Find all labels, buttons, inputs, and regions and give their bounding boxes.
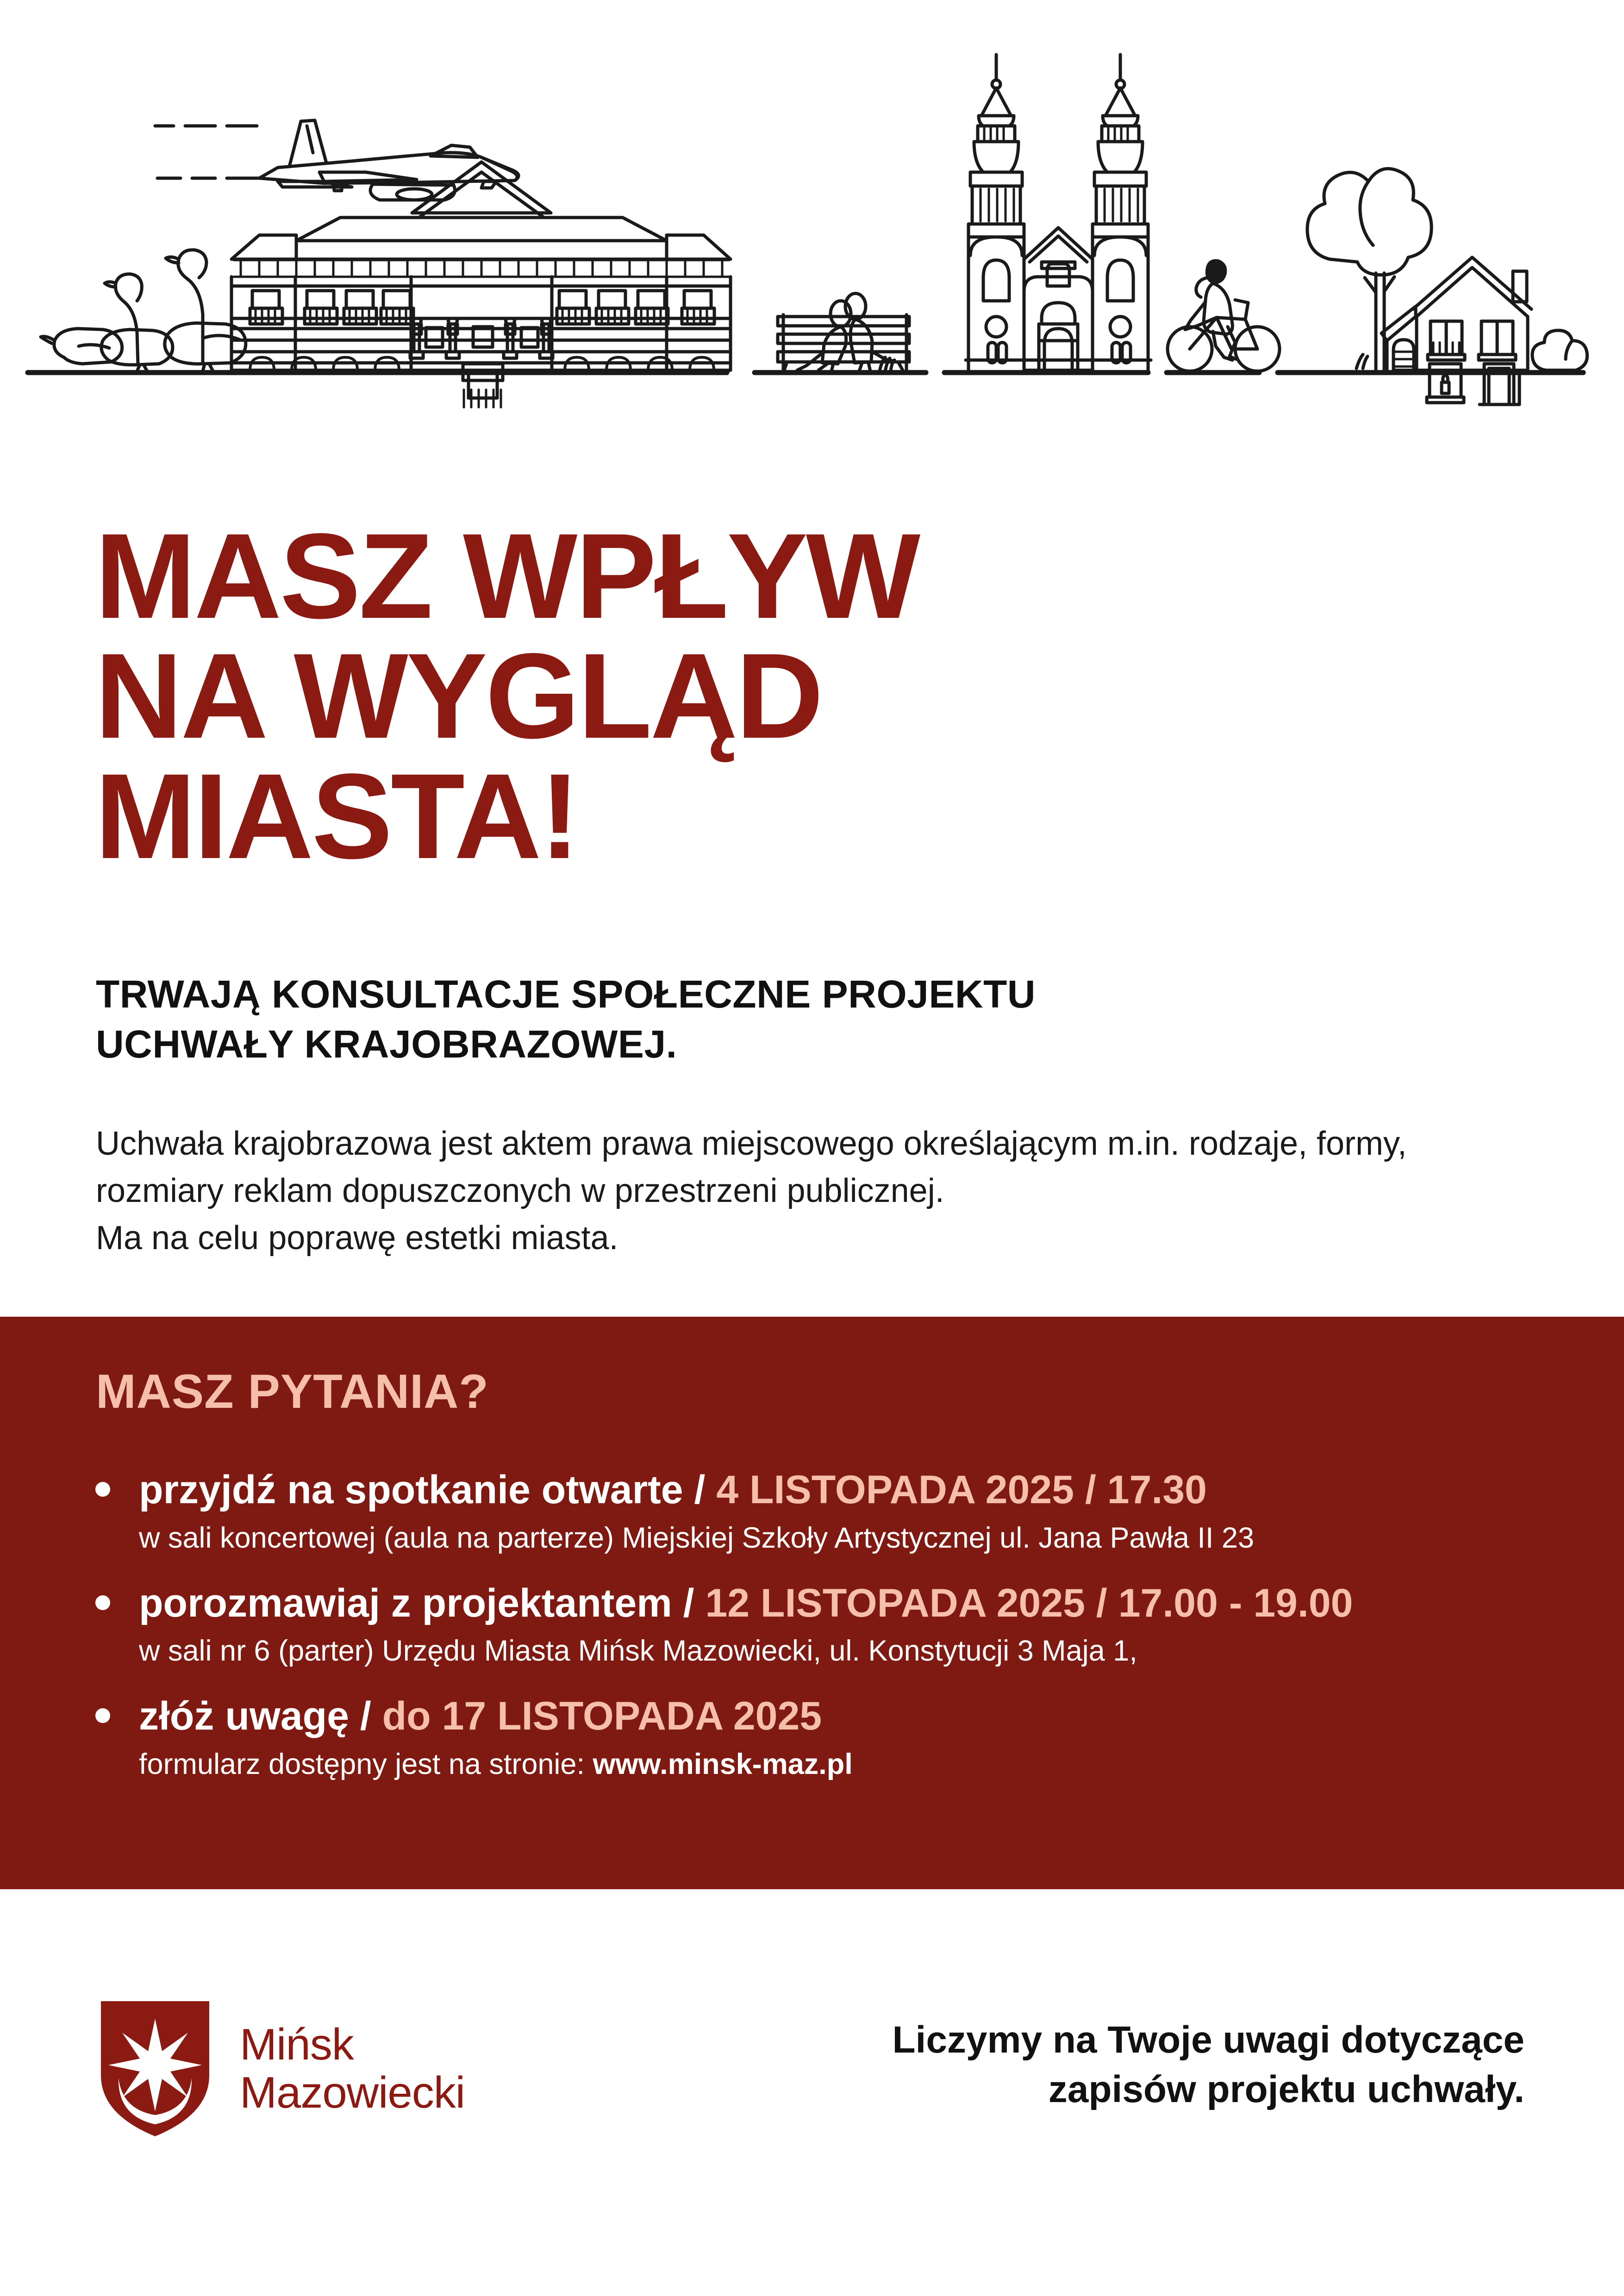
bullet-dot-icon	[95, 1482, 110, 1497]
event-separator-2: /	[1074, 1468, 1107, 1512]
event-action: złóż uwagę	[139, 1694, 349, 1738]
swans-icon	[41, 250, 246, 371]
city-logo-line-1: Mińsk	[240, 2020, 354, 2070]
event-time: 17.30	[1107, 1468, 1207, 1512]
headline-line-2: NA WYGLĄD	[95, 628, 822, 764]
city-logo-line-2: Mazowiecki	[240, 2068, 465, 2117]
event-detail: w sali nr 6 (parter) Urzędu Miasta Mińsk Mazowiecki, ul. Konstytucji 3 Maja 1,	[139, 1635, 1137, 1668]
event-headline	[139, 1467, 1546, 1513]
headline-line-3: MIASTA!	[95, 748, 579, 884]
event-time: 17.00 - 19.00	[1118, 1580, 1353, 1625]
list-item	[88, 1693, 1546, 1783]
page-title	[95, 508, 1391, 884]
lead-line-3: Ma na celu poprawę estetki miasta.	[96, 1220, 618, 1257]
headline-line-1: MASZ WPŁYW	[95, 508, 919, 644]
closing-message	[892, 2016, 1524, 2114]
event-headline	[139, 1693, 1546, 1740]
event-separator-1: /	[683, 1468, 717, 1512]
footer	[0, 1972, 1624, 2231]
event-action: porozmawiaj z projektantem	[139, 1580, 672, 1625]
closing-line-2: zapisów projektu uchwały.	[1048, 2068, 1524, 2110]
palace-building-icon	[231, 162, 731, 407]
event-separator-1: /	[349, 1694, 382, 1738]
house-icon	[1381, 257, 1587, 404]
event-headline	[139, 1580, 1546, 1627]
subtitle-line-2: UCHWAŁY KRAJOBRAZOWEJ.	[96, 1022, 677, 1066]
form-url-link[interactable]: www.minsk-maz.pl	[593, 1748, 853, 1780]
lead-paragraph	[96, 1120, 1531, 1262]
city-skyline-illustration	[0, 0, 1624, 417]
event-detail	[139, 1746, 1546, 1783]
lead-line-2: rozmiary reklam dopuszczonych w przestrzeni publicznej.	[96, 1172, 944, 1210]
subtitle-line-1: TRWAJĄ KONSULTACJE SPOŁECZNE PROJEKTU	[96, 972, 1036, 1016]
page-subtitle	[96, 970, 1508, 1069]
event-date: 12 LISTOPADA 2025	[705, 1580, 1085, 1625]
twin-tower-church-icon	[966, 55, 1151, 370]
cyclist-icon	[1168, 261, 1280, 371]
event-detail: w sali koncertowej (aula na parterze) Miejskiej Szkoły Artystycznej ul. Jana Pawła II 23	[139, 1521, 1255, 1554]
closing-line-1: Liczymy na Twoje uwagi dotyczące	[892, 2019, 1524, 2061]
lead-line-1: Uchwała krajobrazowa jest aktem prawa miejscowego określającym m.in. rodzaje, formy,	[96, 1125, 1407, 1162]
minsk-mazowiecki-coat-of-arms-icon	[97, 1999, 213, 2138]
form-detail-prefix: formularz dostępny jest na stronie:	[139, 1748, 593, 1780]
events-list	[88, 1467, 1546, 1783]
bullet-dot-icon	[95, 1708, 110, 1723]
tree-icon	[1307, 168, 1431, 371]
city-logo	[97, 1999, 465, 2138]
band-title: MASZ PYTANIA?	[96, 1365, 489, 1419]
list-item	[88, 1467, 1546, 1556]
event-separator-1: /	[672, 1580, 706, 1625]
event-action: przyjdź na spotkanie otwarte	[139, 1468, 683, 1512]
event-date: 4 LISTOPADA 2025	[716, 1468, 1074, 1512]
fighter-jet-icon	[155, 120, 518, 200]
city-logo-text	[240, 2021, 465, 2116]
event-date: do 17 LISTOPADA 2025	[382, 1694, 822, 1738]
bullet-dot-icon	[95, 1595, 110, 1610]
list-item	[88, 1580, 1546, 1670]
event-separator-2: /	[1085, 1580, 1118, 1625]
park-bench-with-couple-icon	[778, 293, 909, 371]
